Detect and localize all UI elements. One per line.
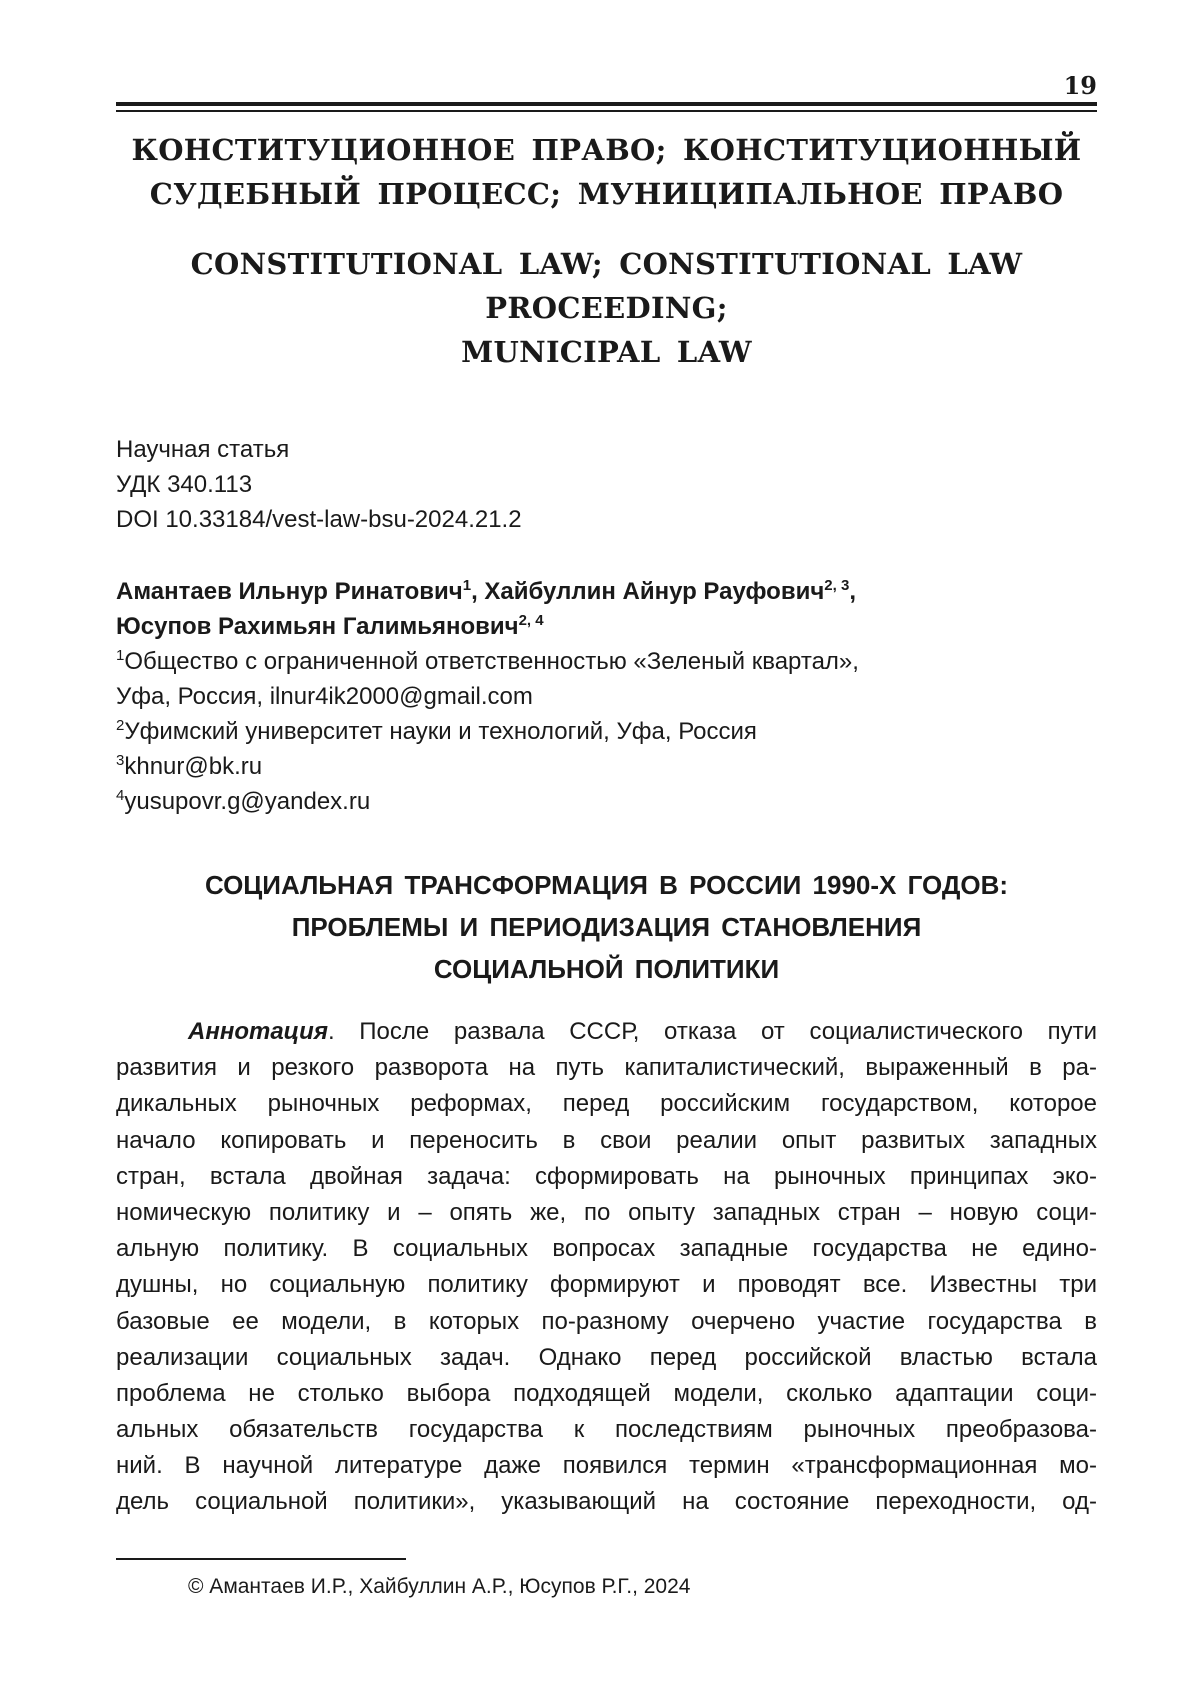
affiliation-1-cont: Уфа, Россия, ilnur4ik2000@gmail.com	[116, 683, 533, 710]
affiliation-3	[116, 749, 1097, 784]
abstract-text: . После развала СССР, отказа от социалистического пути	[327, 1018, 1097, 1045]
abstract-line: проблема не столько выбора подходящей модели, сколько адаптации соци-	[116, 1379, 1097, 1407]
authors-line-1	[116, 574, 1097, 609]
abstract-line	[116, 1014, 1097, 1050]
author-affil-ref: 2, 3	[824, 577, 850, 594]
article-title-line: СОЦИАЛЬНАЯ ТРАНСФОРМАЦИЯ В РОССИИ 1990-Х ГОДОВ:	[204, 870, 1009, 900]
authors-line-2	[116, 609, 1097, 644]
affiliation-text: Уфимский университет науки и технологий, Уфа, Россия	[124, 718, 757, 745]
affiliation-marker: 3	[116, 752, 125, 769]
affiliations	[116, 644, 1097, 819]
authors	[116, 574, 1097, 644]
article-title-line: СОЦИАЛЬНОЙ ПОЛИТИКИ	[433, 954, 780, 984]
author-affil-ref: 2, 4	[518, 612, 544, 629]
section-title-en-line: MUNICIPAL LAW	[461, 335, 752, 369]
affiliation-marker: 4	[116, 787, 125, 804]
abstract	[116, 1014, 1097, 1521]
section-title-en	[116, 242, 1097, 374]
abstract-label: Аннотация	[188, 1018, 328, 1045]
article-title-line: ПРОБЛЕМЫ И ПЕРИОДИЗАЦИЯ СТАНОВЛЕНИЯ	[291, 912, 922, 942]
author-separator: ,	[849, 578, 856, 605]
author-name: Юсупов Рахимьян Галимьянович	[116, 613, 519, 640]
article-type: Научная статья	[116, 436, 290, 463]
author-name: Амантаев Ильнур Ринатович	[116, 578, 463, 605]
article-meta	[116, 432, 1016, 537]
affiliation-1	[116, 644, 1097, 679]
article-title	[116, 864, 1097, 990]
author-email[interactable]: khnur@bk.ru	[124, 753, 263, 780]
abstract-line: реализации социальных задач. Однако перед российской властью встала	[116, 1343, 1097, 1371]
copyright-footnote: © Амантаев И.Р., Хайбуллин А.Р., Юсупов Р.Г., 2024	[188, 1575, 691, 1598]
affiliation-2	[116, 714, 1097, 749]
affiliation-marker: 1	[116, 647, 125, 664]
abstract-line: стран, встала двойная задача: сформировать на рыночных принципах эко-	[116, 1162, 1097, 1190]
section-title-ru-line: СУДЕБНЫЙ ПРОЦЕСС; МУНИЦИПАЛЬНОЕ ПРАВО	[149, 177, 1064, 211]
abstract-line: альных обязательств государства к последствиям рыночных преобразова-	[116, 1416, 1097, 1444]
author-affil-ref: 1	[462, 577, 472, 594]
abstract-line: номическую политику и – опять же, по опыту западных стран – новую соци-	[116, 1198, 1097, 1226]
abstract-line: дель социальной политики», указывающий на состояние переходности, од-	[116, 1488, 1097, 1516]
header-rule-thick	[116, 102, 1097, 106]
abstract-line: альную политику. В социальных вопросах западные государства не едино-	[116, 1235, 1097, 1263]
abstract-line: дикальных рыночных реформах, перед российским государством, которое	[116, 1090, 1097, 1118]
abstract-line: начало копировать и переносить в свои реалии опыт развитых западных	[116, 1126, 1097, 1154]
udk-code: УДК 340.113	[116, 471, 253, 498]
page-number: 19	[1063, 71, 1097, 100]
affiliation-text: Общество с ограниченной ответственностью «Зеленый квартал»,	[124, 648, 859, 675]
affiliation-marker: 2	[116, 717, 125, 734]
section-title-ru-line: КОНСТИТУЦИОННОЕ ПРАВО; КОНСТИТУЦИОННЫЙ	[131, 133, 1082, 167]
section-title-en-line: CONSTITUTIONAL LAW; CONSTITUTIONAL LAW PROCEEDING;	[190, 247, 1023, 325]
author-email[interactable]: yusupovr.g@yandex.ru	[124, 788, 371, 815]
abstract-line: ний. В научной литературе даже появился термин «трансформационная мо-	[116, 1452, 1097, 1480]
abstract-line: базовые ее модели, в которых по-разному очерчено участие государства в	[116, 1307, 1097, 1335]
affiliation-4	[116, 784, 1097, 819]
abstract-line: развития и резкого разворота на путь капиталистический, выраженный в ра-	[116, 1054, 1097, 1082]
doi-link[interactable]: DOI 10.33184/vest-law-bsu-2024.21.2	[116, 506, 522, 533]
author-separator: ,	[471, 578, 485, 605]
footnote-rule	[116, 1558, 406, 1560]
section-title-ru	[116, 128, 1097, 216]
header-rule-thin	[116, 110, 1097, 112]
author-name: Хайбуллин Айнур Рауфович	[484, 578, 825, 605]
abstract-line: душны, но социальную политику формируют и проводят все. Известны три	[116, 1271, 1097, 1299]
